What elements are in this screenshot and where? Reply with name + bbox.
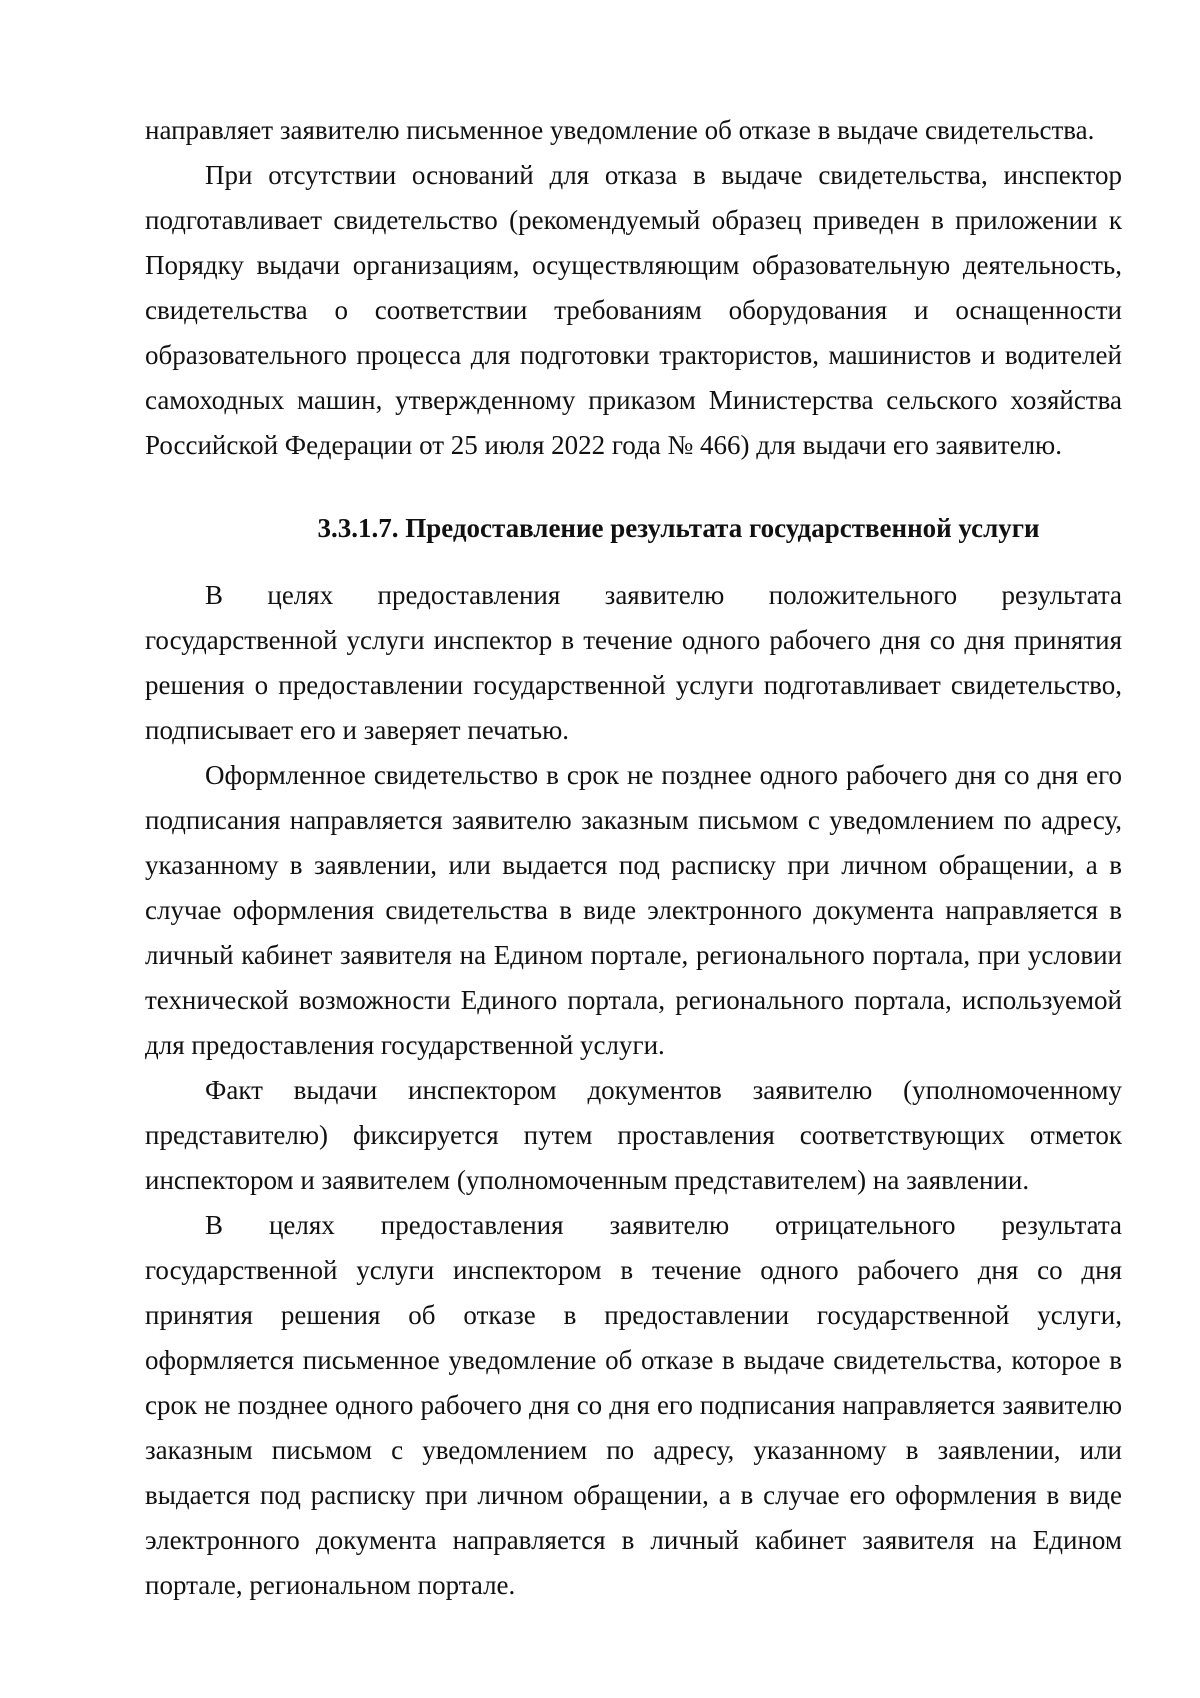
paragraph-positive-result: В целях предоставления заявителю положительного результата государственной услуги инспектор в течение одного рабочего дня со дня принятия решения о предоставлении государственной услуги подготавливает свидетельство, подписывает его и заверяет печатью. (145, 580, 1122, 745)
paragraph-issue-record: Факт выдачи инспектором документов заявителю (уполномоченному представителю) фиксируется путем проставления соответствующих отметок инспектором и заявителем (уполномоченным представителем) на заявлении. (145, 1075, 1122, 1195)
paragraph-no-refusal-grounds: При отсутствии оснований для отказа в выдаче свидетельства, инспектор подготавливает свидетельство (рекомендуемый образец приведен в приложении к Порядку выдачи организациям, осуществляющим образовательную деятельность, свидетельства о соответствии требованиям оборудования и оснащенности образовательного процесса для подготовки трактористов, машинистов и водителей самоходных машин, утвержденному приказом Министерства сельского хозяйства Российской Федерации от 25 июля 2022 года № 466) для выдачи его заявителю. (145, 160, 1122, 460)
section-heading: 3.3.1.7. Предоставление результата государственной услуги (317, 513, 1040, 543)
paragraph-negative-result: В целях предоставления заявителю отрицательного результата государственной услуги инспектором в течение одного рабочего дня со дня принятия решения об отказе в предоставлении государственной услуги, оформляется письменное уведомление об отказе в выдаче свидетельства, которое в срок не позднее одного рабочего дня со дня его подписания направляется заявителю заказным письмом с уведомлением по адресу, указанному в заявлении, или выдается под расписку при личном обращении, а в случае его оформления в виде электронного документа направляется в личный кабинет заявителя на Едином портале, региональном портале. (145, 1210, 1122, 1600)
document-body (145, 108, 1122, 1608)
paragraph-continuation: направляет заявителю письменное уведомление об отказе в выдаче свидетельства. (145, 115, 1095, 145)
paragraph-certificate-delivery: Оформленное свидетельство в срок не позднее одного рабочего дня со дня его подписания направляется заявителю заказным письмом с уведомлением по адресу, указанному в заявлении, или выдается под расписку при личном обращении, а в случае оформления свидетельства в виде электронного документа направляется в личный кабинет заявителя на Едином портале, регионального портала, при условии технической возможности Единого портала, регионального портала, используемой для предоставления государственной услуги. (145, 760, 1122, 1060)
